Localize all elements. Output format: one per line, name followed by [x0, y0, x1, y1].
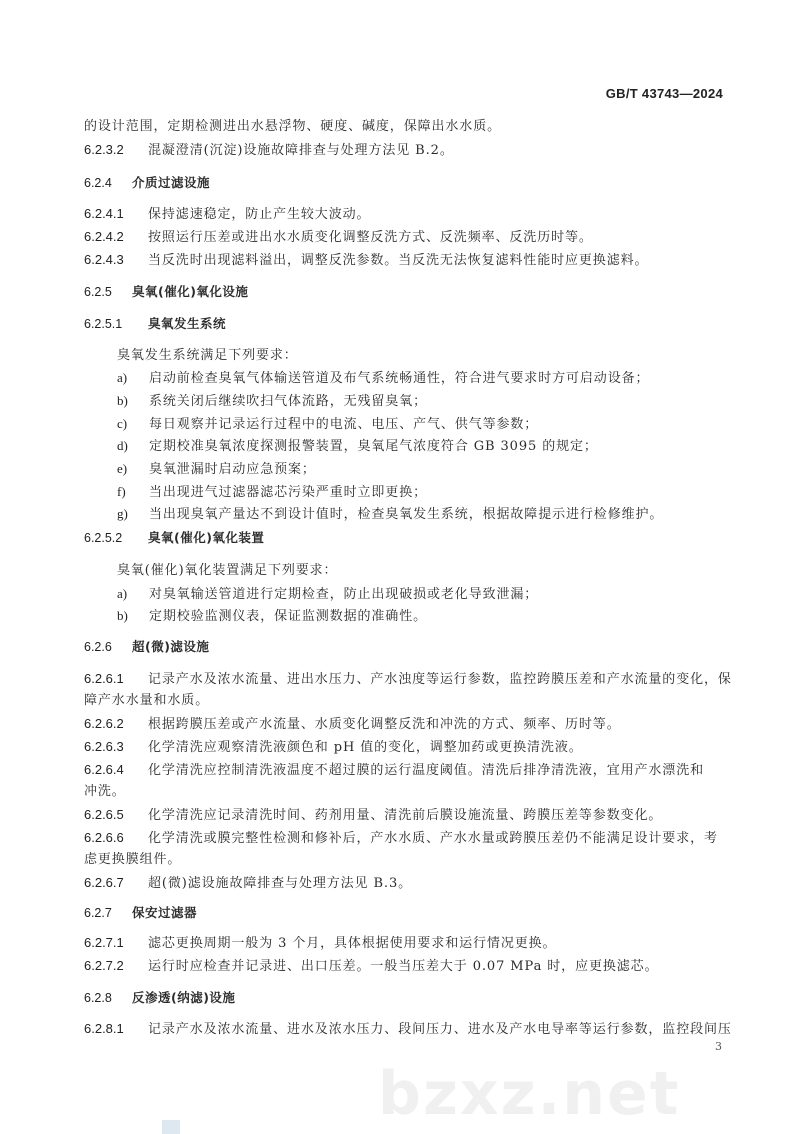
line-text: 臭氧发生系统满足下列要求： [117, 348, 298, 363]
list-item [117, 607, 427, 626]
line-text: 介质过滤设施 [132, 175, 211, 190]
list-item [117, 505, 663, 524]
section-heading [84, 315, 226, 333]
clause-number: 6.2.6.6 [84, 830, 124, 845]
paragraph-line [84, 806, 662, 825]
clause-number: 6.2.7.1 [84, 935, 124, 950]
line-text: 臭氧(催化)氧化设施 [132, 284, 249, 299]
line-text: 当出现臭氧产量达不到设计值时，检查臭氧发生系统，根据故障提示进行检修维护。 [149, 507, 664, 522]
list-item [117, 369, 649, 388]
paragraph-line [84, 205, 370, 224]
clause-number: 6.2.7.2 [84, 958, 124, 973]
clause-number: 6.2.8.1 [84, 1021, 124, 1036]
list-item [117, 483, 427, 502]
clause-number: a) [117, 586, 128, 601]
line-text: 运行时应检查并记录进、出口压差。一般当压差大于 0.07 MPa 时，应更换滤芯。 [148, 959, 659, 974]
paragraph-line [84, 692, 209, 710]
paragraph-line [84, 715, 621, 734]
line-text: 保持滤速稳定，防止产生较大波动。 [148, 207, 371, 222]
clause-number: 6.2.5.2 [84, 531, 123, 545]
page-number: 3 [715, 1040, 722, 1053]
list-item [117, 437, 598, 456]
clause-number: 6.2.6 [84, 640, 112, 654]
clause-number: 6.2.8 [84, 991, 112, 1005]
paragraph-line [84, 957, 658, 976]
line-text: 化学清洗应控制清洗液温度不超过膜的运行温度阈值。清洗后排净清洗液，宜用产水漂洗和 [148, 763, 705, 778]
clause-number: g) [117, 506, 128, 521]
line-text: 虑更换膜组件。 [84, 852, 182, 867]
clause-number: 6.2.6.3 [84, 739, 124, 754]
list-item [117, 585, 538, 604]
section-heading [84, 904, 197, 922]
clause-number: 6.2.6.4 [84, 762, 124, 777]
line-text: 保安过滤器 [132, 905, 198, 920]
paragraph-line [84, 934, 556, 953]
paragraph-line [117, 562, 337, 580]
line-text: 记录产水及浓水流量、进水及浓水压力、段间压力、进水及产水电导率等运行参数，监控段间压 [148, 1022, 732, 1037]
line-text: 的设计范围，定期检测进出水悬浮物、硬度、碱度，保障出水水质。 [84, 119, 502, 134]
list-item [117, 415, 538, 434]
clause-number: e) [117, 461, 128, 476]
line-text: 混凝澄清(沉淀)设施故障排查与处理方法见 B.2。 [148, 143, 454, 158]
line-text: 系统关闭后继续吹扫气体流路，无残留臭氧； [149, 394, 428, 409]
line-text: 臭氧(催化)氧化装置满足下列要求： [117, 563, 338, 578]
clause-number: 6.2.6.7 [84, 875, 124, 890]
clause-number: f) [117, 484, 126, 499]
clause-number: a) [117, 370, 128, 385]
paragraph-line [84, 874, 412, 893]
paragraph-line [117, 347, 298, 365]
paragraph-line [84, 761, 704, 780]
clause-number: 6.2.7 [84, 906, 112, 920]
clause-number: 6.2.4.2 [84, 229, 124, 244]
clause-number: d) [117, 438, 128, 453]
line-text: 反渗透(纳滤)设施 [132, 990, 236, 1005]
paragraph-line [84, 228, 593, 247]
paragraph-line [84, 251, 648, 270]
clause-number: b) [117, 393, 128, 408]
clause-number: 6.2.3.2 [84, 142, 124, 157]
clause-number: c) [117, 416, 128, 431]
clause-number: 6.2.4 [84, 176, 112, 190]
clause-number: 6.2.6.5 [84, 807, 124, 822]
line-text: 超(微)滤设施 [132, 639, 210, 654]
section-heading [84, 638, 209, 656]
line-text: 化学清洗应记录清洗时间、药剂用量、清洗前后膜设施流量、跨膜压差等参数变化。 [148, 808, 663, 823]
line-text: 按照运行压差或进出水水质变化调整反洗方式、反洗频率、反洗历时等。 [148, 230, 593, 245]
paragraph-line [84, 1020, 732, 1039]
watermark: bzxz.net [378, 1059, 681, 1129]
paragraph-line [84, 851, 181, 869]
clause-number: b) [117, 608, 128, 623]
line-text: 化学清洗应观察清洗液颜色和 pH 值的变化，调整加药或更换清洗液。 [148, 740, 583, 755]
clause-number: 6.2.6.2 [84, 716, 124, 731]
clause-number: 6.2.5 [84, 285, 112, 299]
line-text: 根据跨膜压差或产水流量、水质变化调整反洗和冲洗的方式、频率、历时等。 [148, 717, 621, 732]
corner-mark [162, 1120, 180, 1134]
clause-number: 6.2.4.3 [84, 252, 124, 267]
section-heading [84, 529, 264, 547]
line-text: 每日观察并记录运行过程中的电流、电压、产气、供气等参数； [149, 417, 539, 432]
list-item [117, 460, 316, 479]
paragraph-line [84, 783, 126, 801]
clause-number: 6.2.6.1 [84, 671, 124, 686]
line-text: 障产水水量和水质。 [84, 693, 210, 708]
paragraph-line [84, 118, 501, 136]
paragraph-line [84, 829, 718, 848]
line-text: 记录产水及浓水流量、进出水压力、产水浊度等运行参数，监控跨膜压差和产水流量的变化，保 [148, 672, 732, 687]
standard-code-header: GB/T 43743—2024 [605, 86, 723, 101]
section-heading [84, 174, 210, 192]
line-text: 化学清洗或膜完整性检测和修补后，产水水质、产水水量或跨膜压差仍不能满足设计要求，考 [148, 831, 718, 846]
clause-number: 6.2.4.1 [84, 206, 124, 221]
line-text: 定期校验监测仪表，保证监测数据的准确性。 [149, 609, 428, 624]
line-text: 臭氧发生系统 [148, 316, 227, 331]
list-item [117, 392, 427, 411]
line-text: 定期校准臭氧浓度探测报警装置，臭氧尾气浓度符合 GB 3095 的规定； [149, 439, 598, 454]
paragraph-line [84, 141, 454, 160]
line-text: 当出现进气过滤器滤芯污染严重时立即更换； [149, 485, 428, 500]
line-text: 对臭氧输送管道进行定期检查，防止出现破损或老化导致泄漏； [149, 587, 539, 602]
section-heading [84, 283, 248, 301]
line-text: 当反洗时出现滤料溢出，调整反洗参数。当反洗无法恢复滤料性能时应更换滤料。 [148, 253, 649, 268]
line-text: 超(微)滤设施故障排查与处理方法见 B.3。 [148, 876, 413, 891]
line-text: 臭氧(催化)氧化装置 [148, 530, 265, 545]
clause-number: 6.2.5.1 [84, 317, 123, 331]
paragraph-line [84, 738, 583, 757]
line-text: 冲洗。 [84, 784, 126, 799]
section-heading [84, 989, 235, 1007]
line-text: 启动前检查臭氧气体输送管道及布气系统畅通性，符合进气要求时方可启动设备； [149, 371, 650, 386]
line-text: 滤芯更换周期一般为 3 个月，具体根据使用要求和运行情况更换。 [148, 936, 557, 951]
paragraph-line [84, 670, 732, 689]
line-text: 臭氧泄漏时启动应急预案； [149, 462, 316, 477]
